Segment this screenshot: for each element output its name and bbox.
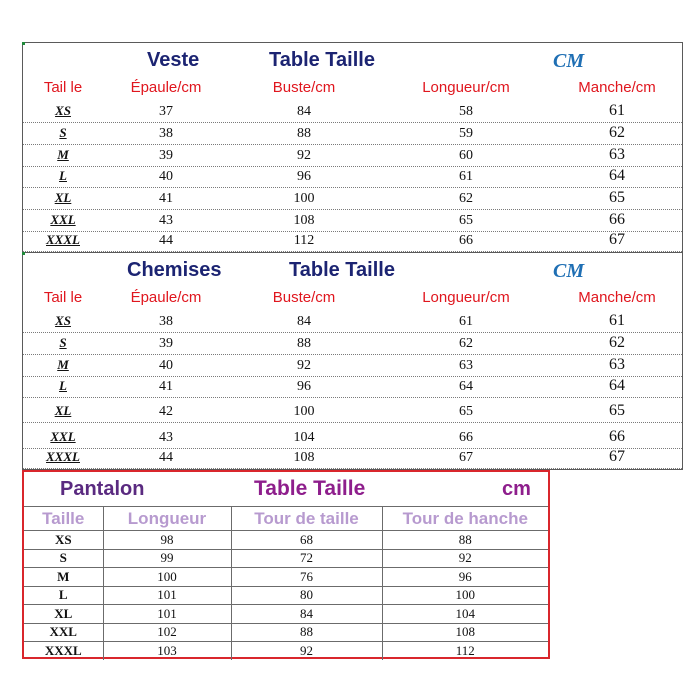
table-cell: 66 [459, 233, 473, 248]
table-cell: 84 [231, 605, 382, 624]
size-label: S [24, 549, 103, 568]
table-cell: 92 [231, 642, 382, 661]
table-cell: 44 [159, 450, 173, 465]
table-cell: 61 [459, 314, 473, 329]
table-cell: 80 [231, 586, 382, 605]
pantalon-table-title: Table Taille [254, 477, 366, 500]
chemises-header-row [23, 289, 682, 311]
table-cell: 40 [159, 169, 173, 184]
chemises-header-shoulder: Épaule/cm [130, 289, 202, 306]
table-cell: 64 [609, 377, 625, 394]
size-label: L [59, 168, 67, 183]
table-row [23, 355, 682, 377]
table-cell: 88 [297, 336, 311, 351]
veste-size-table [22, 42, 683, 252]
table-cell: 44 [159, 233, 173, 248]
table-cell: 104 [382, 605, 548, 624]
table-cell: 96 [382, 568, 548, 587]
table-cell: 65 [609, 189, 625, 206]
veste-name: Veste [147, 49, 200, 71]
table-cell: 61 [459, 169, 473, 184]
table-cell: 112 [293, 233, 315, 248]
table-row [23, 377, 682, 398]
chemises-unit: CM [553, 260, 585, 282]
table-cell: 63 [609, 146, 625, 163]
size-label: XL [24, 605, 103, 624]
table-cell: 103 [103, 642, 231, 661]
table-cell: 39 [159, 148, 173, 163]
table-cell: 42 [159, 404, 173, 419]
table-cell: 39 [159, 336, 173, 351]
size-label: M [57, 147, 69, 162]
table-cell: 108 [382, 623, 548, 642]
table-cell: 62 [459, 191, 473, 206]
table-row [23, 145, 682, 167]
chemises-header-sleeve: Manche/cm [578, 289, 656, 306]
size-label: L [59, 378, 67, 393]
size-label: XL [54, 190, 72, 205]
size-label: S [59, 125, 67, 140]
table-cell: 65 [459, 213, 473, 228]
size-label: XXXL [46, 232, 80, 247]
table-cell: 84 [297, 104, 311, 119]
table-cell: 108 [293, 213, 315, 228]
size-label: XXXL [24, 642, 103, 661]
table-row [24, 586, 548, 605]
pantalon-title-row [24, 472, 548, 506]
chemises-title-row [23, 253, 682, 289]
veste-unit: CM [553, 50, 585, 72]
table-row [23, 423, 682, 449]
veste-table-title: Table Taille [269, 49, 375, 71]
table-cell: 88 [382, 531, 548, 550]
table-cell: 108 [293, 450, 315, 465]
size-label: XXXL [46, 449, 80, 464]
table-cell: 66 [609, 211, 625, 228]
chemises-header-size: Tail le [43, 289, 83, 306]
table-row [24, 568, 548, 587]
table-cell: 40 [159, 358, 173, 373]
table-row [24, 623, 548, 642]
pantalon-header-waist: Tour de taille [231, 507, 382, 531]
table-cell: 84 [297, 314, 311, 329]
table-cell: 100 [293, 404, 315, 419]
table-cell: 112 [382, 642, 548, 661]
table-cell: 88 [231, 623, 382, 642]
table-cell: 66 [459, 430, 473, 445]
table-cell: 96 [297, 169, 311, 184]
size-label: XXL [50, 212, 76, 227]
table-cell: 62 [609, 334, 625, 351]
table-cell: 65 [609, 402, 625, 419]
size-label: L [24, 586, 103, 605]
table-cell: 61 [609, 102, 625, 119]
table-cell: 67 [609, 448, 625, 465]
veste-header-length: Longueur/cm [422, 79, 510, 96]
table-cell: 100 [293, 191, 315, 206]
table-cell: 72 [231, 549, 382, 568]
table-cell: 92 [297, 148, 311, 163]
chemises-table-title: Table Taille [289, 259, 395, 281]
pantalon-header-hip: Tour de hanche [382, 507, 548, 531]
table-row [24, 642, 548, 661]
table-cell: 38 [159, 314, 173, 329]
size-label: XS [55, 313, 71, 328]
table-cell: 63 [459, 358, 473, 373]
table-cell: 67 [609, 231, 625, 248]
pantalon-header-length: Longueur [103, 507, 231, 531]
table-cell: 59 [459, 126, 473, 141]
pantalon-rows [24, 531, 548, 661]
pantalon-header-size: Taille [24, 507, 103, 531]
table-cell: 99 [103, 549, 231, 568]
table-cell: 96 [297, 379, 311, 394]
table-cell: 68 [231, 531, 382, 550]
table-cell: 65 [459, 404, 473, 419]
veste-header-sleeve: Manche/cm [578, 79, 656, 96]
pantalon-header-row [24, 507, 548, 531]
table-row [24, 549, 548, 568]
pantalon-name: Pantalon [60, 478, 145, 500]
veste-header-size: Tail le [43, 79, 83, 96]
size-label: M [24, 568, 103, 587]
table-row [23, 210, 682, 232]
table-cell: 60 [459, 148, 473, 163]
table-cell: 88 [297, 126, 311, 141]
table-cell: 64 [459, 379, 473, 394]
pantalon-unit: cm [502, 478, 531, 500]
size-label: S [59, 335, 67, 350]
veste-header-bust: Buste/cm [272, 79, 336, 96]
veste-title-row [23, 43, 682, 79]
table-cell: 101 [103, 605, 231, 624]
table-row [23, 311, 682, 333]
table-cell: 43 [159, 430, 173, 445]
table-row [23, 188, 682, 210]
size-label: XS [24, 531, 103, 550]
table-cell: 76 [231, 568, 382, 587]
table-cell: 66 [609, 428, 625, 445]
table-row [23, 123, 682, 145]
table-cell: 61 [609, 312, 625, 329]
table-cell: 41 [159, 379, 173, 394]
table-cell: 101 [103, 586, 231, 605]
table-cell: 102 [103, 623, 231, 642]
table-cell: 62 [459, 336, 473, 351]
size-label: XXL [50, 429, 76, 444]
table-cell: 67 [459, 450, 473, 465]
table-cell: 62 [609, 124, 625, 141]
table-row [23, 232, 682, 252]
table-cell: 41 [159, 191, 173, 206]
chemises-name: Chemises [127, 259, 222, 281]
table-cell: 58 [459, 104, 473, 119]
pantalon-table [24, 506, 548, 660]
table-row [24, 605, 548, 624]
table-cell: 43 [159, 213, 173, 228]
table-cell: 64 [609, 167, 625, 184]
chemises-header-bust: Buste/cm [272, 289, 336, 306]
size-label: XL [54, 403, 72, 418]
table-cell: 63 [609, 356, 625, 373]
table-cell: 92 [382, 549, 548, 568]
table-cell: 104 [293, 430, 315, 445]
table-row [23, 449, 682, 469]
table-row [23, 167, 682, 188]
veste-header-shoulder: Épaule/cm [130, 79, 202, 96]
table-cell: 92 [297, 358, 311, 373]
table-cell: 98 [103, 531, 231, 550]
size-label: XS [55, 103, 71, 118]
veste-header-row [23, 79, 682, 101]
table-row [23, 398, 682, 423]
table-row [23, 101, 682, 123]
size-label: M [57, 357, 69, 372]
size-label: XXL [24, 623, 103, 642]
table-row [23, 333, 682, 355]
table-cell: 37 [159, 104, 173, 119]
table-cell: 38 [159, 126, 173, 141]
chemises-header-length: Longueur/cm [422, 289, 510, 306]
chemises-size-table [22, 252, 683, 470]
table-row [24, 531, 548, 550]
table-cell: 100 [382, 586, 548, 605]
table-cell: 100 [103, 568, 231, 587]
pantalon-size-table [22, 470, 550, 659]
